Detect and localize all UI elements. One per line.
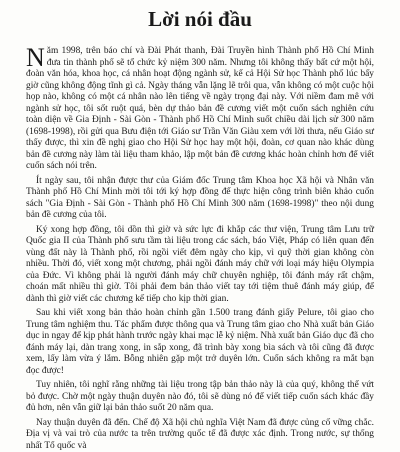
page-title: Lời nói đầu [26,0,374,34]
paragraph-6: Nay thuận duyên đã đến. Chế độ Xã hội chủ nghĩa Việt Nam đã được củng cố vững chắc. Địa vị và vai trò của nước ta trên trường quốc tế đã được xác định. Trong nước, sự thống nhất Tổ quốc và [26,418,374,452]
paragraph-3: Ký xong hợp đồng, tôi dồn thì giờ và sức lực đi khắp các thư viện, Trung tâm Lưu trữ Quốc gia II của Thành phố sưu tầm tài liệu trong các sách, báo Việt, Pháp có liên quan đến vùng đất này là Thành phố, rồi ngồi viết đêm ngày cho kịp, vì quỹ thời gian không còn nhiều. Thời đó, viết xong một chương, phải ngồi đánh máy chữ với loại máy hiệu Olympia của Đức. Vì không phải là người đánh máy chữ chuyên nghiệp, tôi đánh máy rất chậm, choán mất nhiều thì giờ. Tôi phải đem bản thảo viết tay tới tiệm thuê đánh máy giúp, để dành thì giờ viết các chương kế tiếp cho kịp thời gian. [26,225,374,306]
paragraph-5: Tuy nhiên, tôi nghĩ rằng những tài liệu trong tập bản thảo này là của quý, không thể vứt bỏ được. Chờ một ngày thuận duyên nào đó, tôi sẽ dùng nó để viết tiếp cuốn sách khác đầy đủ hơn, nên vẫn giữ lại bản thảo suốt 20 năm qua. [26,380,374,415]
paragraph-4: Sau khi viết xong bản thảo hoàn chỉnh gần 1.500 trang đánh giấy Pelure, tôi giao cho Trung tâm nghiệm thu. Tác phẩm được thông qua và Trung tâm giao cho Nhà xuất bản Giáo dục in ngay để kịp phát hành trước ngày khai mạc lễ kỷ niệm. Nhà xuất bản Giáo dục đã cho đánh máy lại, dàn trang xong, in sắp xong, đã trình bày xong bìa sách và tôi cũng đã được xem, lấy làm vừa ý lắm. Bỗng nhiên gặp một trở duyên lớn. Cuốn sách không ra mắt bạn đọc được! [26,308,374,377]
document-body [26,46,374,452]
paragraph-1 [26,46,374,173]
paragraph-2: Ít ngày sau, tôi nhận được thư của Giám đốc Trung tâm Khoa học Xã hội và Nhân văn Thành phố Hồ Chí Minh mời tôi tới ký hợp đồng để thực hiện công trình biên khảo cuốn sách "Gia Định - Sài Gòn - Thành phố Hồ Chí Minh 300 năm (1698-1998)" theo nội dung bản đề cương của tôi. [26,176,374,222]
paragraph-1-text: ăm 1998, trên báo chí và Đài Phát thanh, Đài Truyền hình Thành phố Hồ Chí Minh đưa tin thành phố sẽ tổ chức kỷ niệm 300 năm. Nhưng tôi không thấy bất cứ một hội, đoàn văn hóa, khoa học, cá nhân hoạt động ngành sử, kể cả Hội Sử học Thành phố lúc bấy giờ cũng không động tĩnh gì cả. Ngày tháng vẫn lặng lẽ trôi qua, vẫn không có một cuộc hội họp nào, không có một cá nhân nào lên tiếng về ngày trọng đại này. Với niềm đam mê với ngành sử học, tôi sốt ruột quá, bèn dự thảo bản đề cương viết một cuốn sách nghiên cứu toàn diện về Gia Định - Sài Gòn - Thành phố Hồ Chí Minh suốt chiều dài lịch sử 300 năm (1698-1998), rồi gửi qua Bưu điện tới Giáo sư Trần Văn Giàu xem với lời thưa, nếu Giáo sư thấy được, thì xin đề nghị giao cho Hội Sử học hay một hội, đoàn, cơ quan nào khác dùng bản đề cương này làm tài liệu tham khảo, lập một bản đề cương khác hoàn chỉnh hơn để viết cuốn sách nói trên. [26,46,374,171]
drop-cap: N [26,47,45,69]
